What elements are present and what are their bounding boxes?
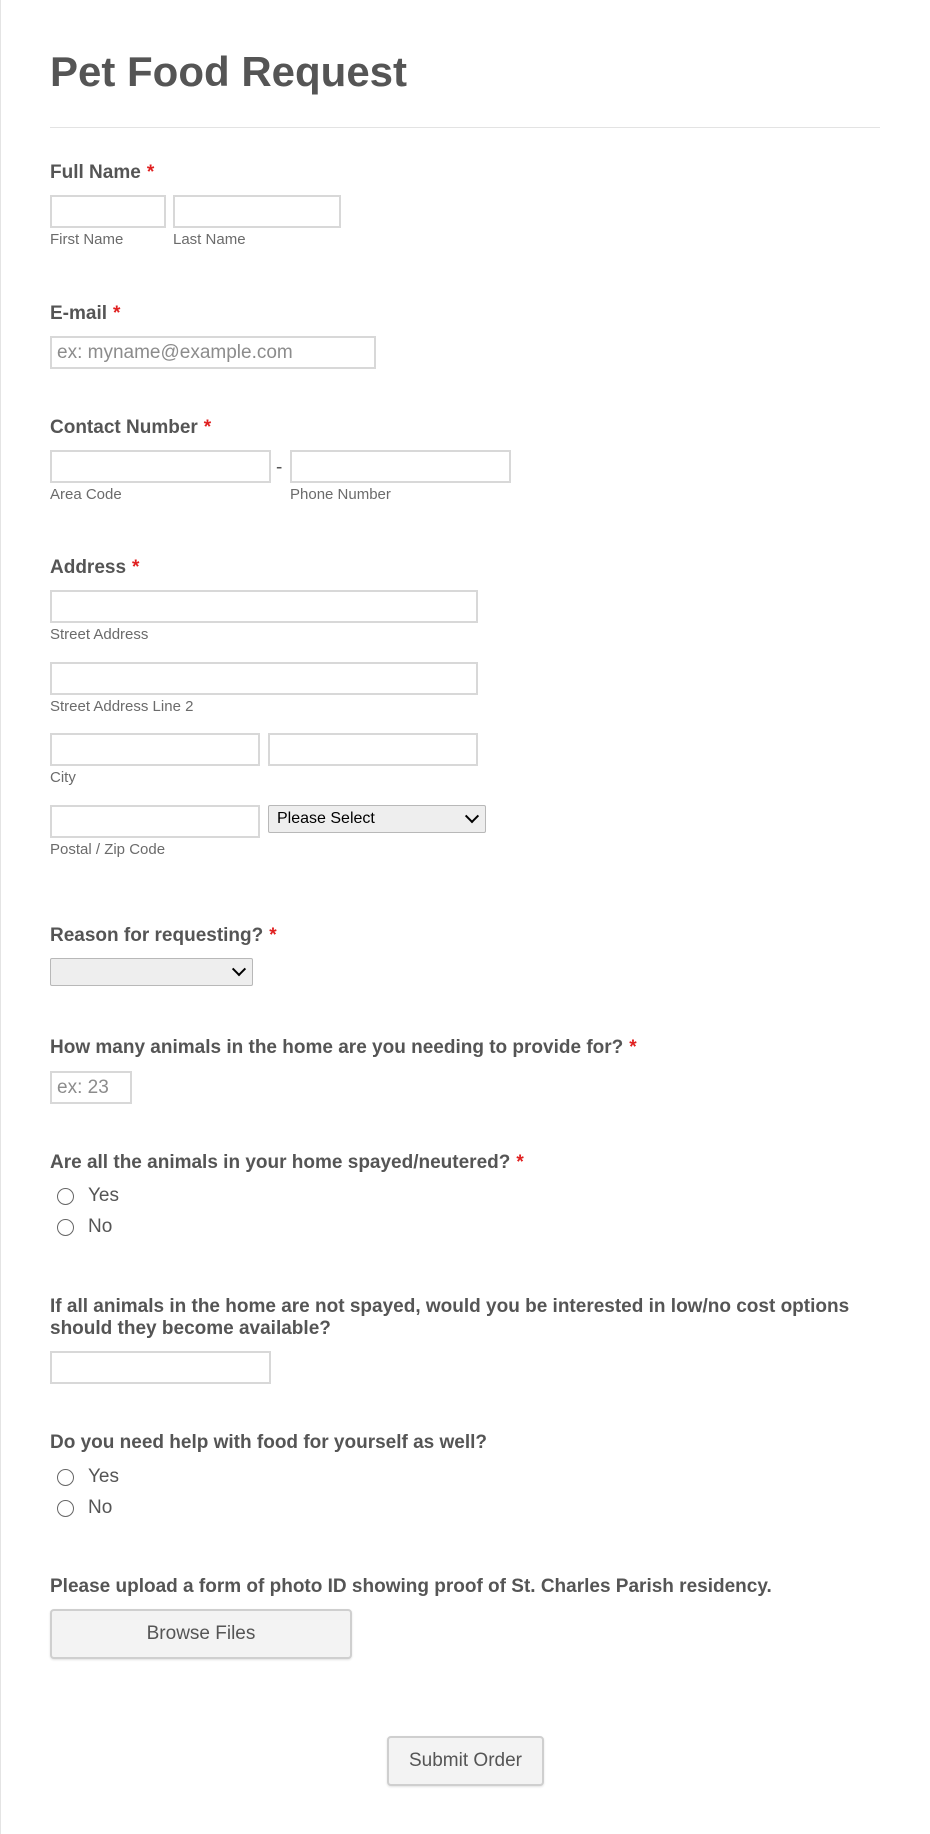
zip-code-input[interactable] xyxy=(50,805,260,838)
title-divider xyxy=(50,127,880,128)
spayed-label-text: Are all the animals in your home spayed/neutered? xyxy=(50,1152,511,1173)
email-input[interactable] xyxy=(50,336,376,369)
address-label xyxy=(50,557,139,579)
street-address-line2-sublabel: Street Address Line 2 xyxy=(50,698,194,715)
low-cost-input[interactable] xyxy=(50,1351,271,1384)
animals-count-input[interactable] xyxy=(50,1071,132,1104)
state-input[interactable] xyxy=(268,733,478,766)
contact-number-label-text: Contact Number xyxy=(50,417,198,438)
phone-number-input[interactable] xyxy=(290,450,511,483)
upload-label: Please upload a form of photo ID showing proof of St. Charles Parish residency. xyxy=(50,1576,772,1597)
phone-separator: - xyxy=(276,457,283,478)
required-marker: * xyxy=(203,417,212,438)
full-name-label-text: Full Name xyxy=(50,162,141,183)
area-code-sublabel: Area Code xyxy=(50,486,122,503)
country-select[interactable] xyxy=(268,805,486,833)
contact-number-label xyxy=(50,417,211,439)
spayed-yes-option[interactable] xyxy=(57,1185,119,1207)
radio-button[interactable] xyxy=(57,1219,74,1236)
city-input[interactable] xyxy=(50,733,260,766)
chevron-down-icon xyxy=(232,962,246,976)
page-title: Pet Food Request xyxy=(50,48,408,95)
reason-label xyxy=(50,925,277,947)
street-address-line2-input[interactable] xyxy=(50,662,478,695)
city-sublabel: City xyxy=(50,769,76,786)
radio-button[interactable] xyxy=(57,1500,74,1517)
radio-button[interactable] xyxy=(57,1188,74,1205)
country-select-value: Please Select xyxy=(277,810,375,827)
full-name-label xyxy=(50,162,154,184)
required-marker: * xyxy=(113,303,121,324)
chevron-down-icon xyxy=(465,809,479,823)
radio-label: No xyxy=(88,1497,113,1518)
address-label-text: Address xyxy=(50,557,127,578)
area-code-input[interactable] xyxy=(50,450,271,483)
self-food-no-option[interactable] xyxy=(57,1497,112,1519)
first-name-input[interactable] xyxy=(50,195,166,228)
required-marker: * xyxy=(132,557,140,578)
spayed-label xyxy=(50,1152,524,1174)
reason-select[interactable] xyxy=(50,958,253,986)
self-food-label: Do you need help with food for yourself as well? xyxy=(50,1432,488,1453)
browse-files-button[interactable]: Browse Files xyxy=(50,1609,352,1659)
email-label xyxy=(50,303,120,325)
spayed-no-option[interactable] xyxy=(57,1216,112,1238)
required-marker: * xyxy=(516,1152,524,1173)
first-name-sublabel: First Name xyxy=(50,231,124,248)
low-cost-label-line2: should they become available? xyxy=(50,1318,331,1339)
street-address-sublabel: Street Address xyxy=(50,626,149,643)
phone-number-sublabel: Phone Number xyxy=(290,486,391,503)
radio-label: Yes xyxy=(88,1185,119,1206)
self-food-yes-option[interactable] xyxy=(57,1466,119,1488)
submit-order-button[interactable]: Submit Order xyxy=(387,1736,544,1786)
street-address-input[interactable] xyxy=(50,590,478,623)
last-name-input[interactable] xyxy=(173,195,341,228)
animals-count-label xyxy=(50,1037,637,1059)
last-name-sublabel: Last Name xyxy=(173,231,246,248)
zip-code-sublabel: Postal / Zip Code xyxy=(50,841,166,858)
required-marker: * xyxy=(146,162,155,183)
radio-button[interactable] xyxy=(57,1469,74,1486)
radio-label: Yes xyxy=(88,1466,119,1487)
required-marker: * xyxy=(269,925,277,946)
animals-count-label-text: How many animals in the home are you needing to provide for? xyxy=(50,1037,624,1058)
low-cost-label: If all animals in the home are not spayed, would you be interested in low/no cost options xyxy=(50,1296,850,1317)
reason-label-text: Reason for requesting? xyxy=(50,925,264,946)
email-label-text: E-mail xyxy=(50,303,108,324)
radio-label: No xyxy=(88,1216,113,1237)
required-marker: * xyxy=(629,1037,637,1058)
